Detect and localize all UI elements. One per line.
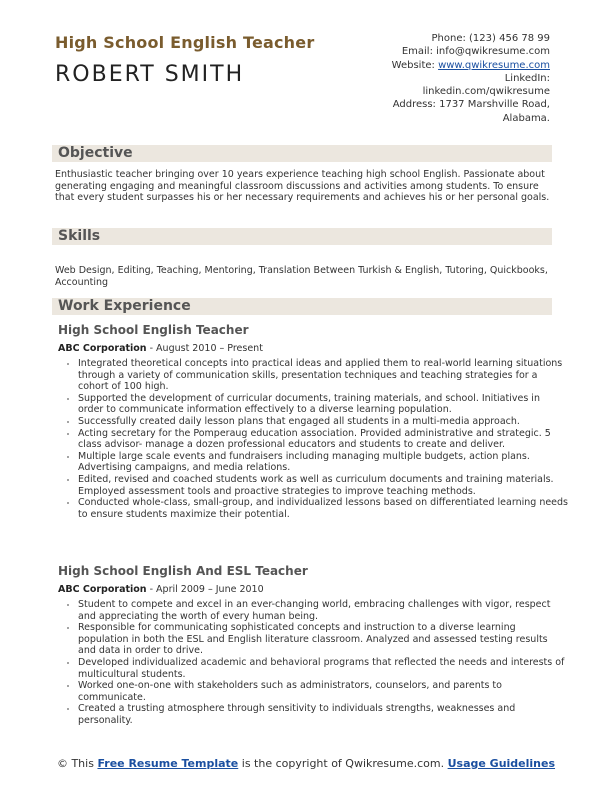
contact-linkedin-label: LinkedIn: bbox=[504, 72, 550, 84]
job-meta bbox=[58, 584, 264, 595]
job-title: High School English Teacher bbox=[58, 323, 249, 337]
contact-website bbox=[392, 59, 550, 72]
list-item: • Edited, revised and coached students work as well as curriculum documents and training materials. Employed assessment tools and proactive strategies to improve teaching methods. bbox=[78, 474, 568, 497]
contact-linkedin-url: linkedin.com/qwikresume bbox=[422, 86, 550, 98]
job-dates: - April 2009 – June 2010 bbox=[146, 584, 264, 595]
list-item: • Integrated theoretical concepts into practical ideas and applied them to real-world learning situations through a variety of communication skills, presentation techniques and teaching strategies for a cohort of 100 high. bbox=[78, 358, 568, 393]
contact-email: Email: info@qwikresume.com bbox=[401, 46, 550, 58]
list-item: • Conducted whole-class, small-group, and individualized lessons based on differentiated learning needs to ensure students maximize their potential. bbox=[78, 497, 568, 520]
footer bbox=[0, 757, 612, 771]
skills-heading: Skills bbox=[58, 228, 101, 244]
list-item: • Supported the development of curricular documents, training materials, and school. Initiatives in order to communicate information effectively to a diverse learning population. bbox=[78, 393, 568, 416]
list-item: • Created a trusting atmosphere through sensitivity to individuals strengths, weaknesses and personality. bbox=[78, 703, 568, 726]
job-company: ABC Corporation bbox=[58, 343, 147, 354]
objective-text: Enthusiastic teacher bringing over 10 years experience teaching high school English. Passionate about generating engaging and meaningful classroom discussions and activities among students. To ensure that every student surpasses his or her necessary requirements and achieves his or her personal goals. bbox=[55, 169, 550, 203]
skills-section-bar bbox=[52, 228, 552, 245]
contact-phone: Phone: (123) 456 78 99 bbox=[431, 33, 550, 44]
website-link[interactable]: www.qwikresume.com bbox=[438, 59, 550, 71]
usage-guidelines-link[interactable]: Usage Guidelines bbox=[447, 757, 556, 770]
candidate-name: ROBERT SMITH bbox=[55, 62, 245, 87]
skills-text: Web Design, Editing, Teaching, Mentoring, Translation Between Turkish & English, Tutoring, Quickbooks, Accounting bbox=[55, 265, 548, 288]
contact-block bbox=[392, 32, 550, 125]
job-meta bbox=[58, 343, 263, 354]
list-item: • Responsible for communicating sophisticated concepts and instruction to a diverse learning population in both the ESL and English literature classroom. Analyzed and assessed testing results and data in order to drive. bbox=[78, 622, 568, 657]
list-item: • Worked one-on-one with stakeholders such as administrators, counselors, and parents to communicate. bbox=[78, 680, 568, 703]
website-label: Website: bbox=[391, 59, 439, 71]
job-company: ABC Corporation bbox=[58, 584, 147, 595]
free-template-link[interactable]: Free Resume Template bbox=[97, 757, 239, 770]
work-heading: Work Experience bbox=[58, 298, 191, 314]
contact-address-line2: Alabama. bbox=[502, 112, 550, 124]
list-item: • Acting secretary for the Pomperaug education association. Provided administrative and strategic. 5 class advisor- manage a dozen professional educators and students to create and deliver. bbox=[78, 428, 568, 451]
contact-address-line1: Address: 1737 Marshville Road, bbox=[392, 99, 550, 111]
header-job-title: High School English Teacher bbox=[55, 33, 315, 52]
footer-middle: is the copyright of Qwikresume.com. bbox=[238, 757, 448, 770]
job-dates: - August 2010 – Present bbox=[146, 343, 263, 354]
job-title: High School English And ESL Teacher bbox=[58, 564, 308, 578]
list-item: • Successfully created daily lesson plans that engaged all students in a multi-media approach. bbox=[78, 416, 568, 428]
footer-prefix: © This bbox=[56, 757, 98, 770]
list-item: • Developed individualized academic and behavioral programs that reflected the needs and interests of multicultural students. bbox=[78, 657, 568, 680]
job-duties-list bbox=[60, 599, 568, 727]
list-item: • Student to compete and excel in an ever-changing world, embracing challenges with vigor, respect and appreciating the worth of every human being. bbox=[78, 599, 568, 622]
objective-heading: Objective bbox=[58, 145, 133, 161]
job-duties-list bbox=[60, 358, 568, 520]
list-item: • Multiple large scale events and fundraisers including managing multiple budgets, action plans. Advertising campaigns, and media relations. bbox=[78, 451, 568, 474]
